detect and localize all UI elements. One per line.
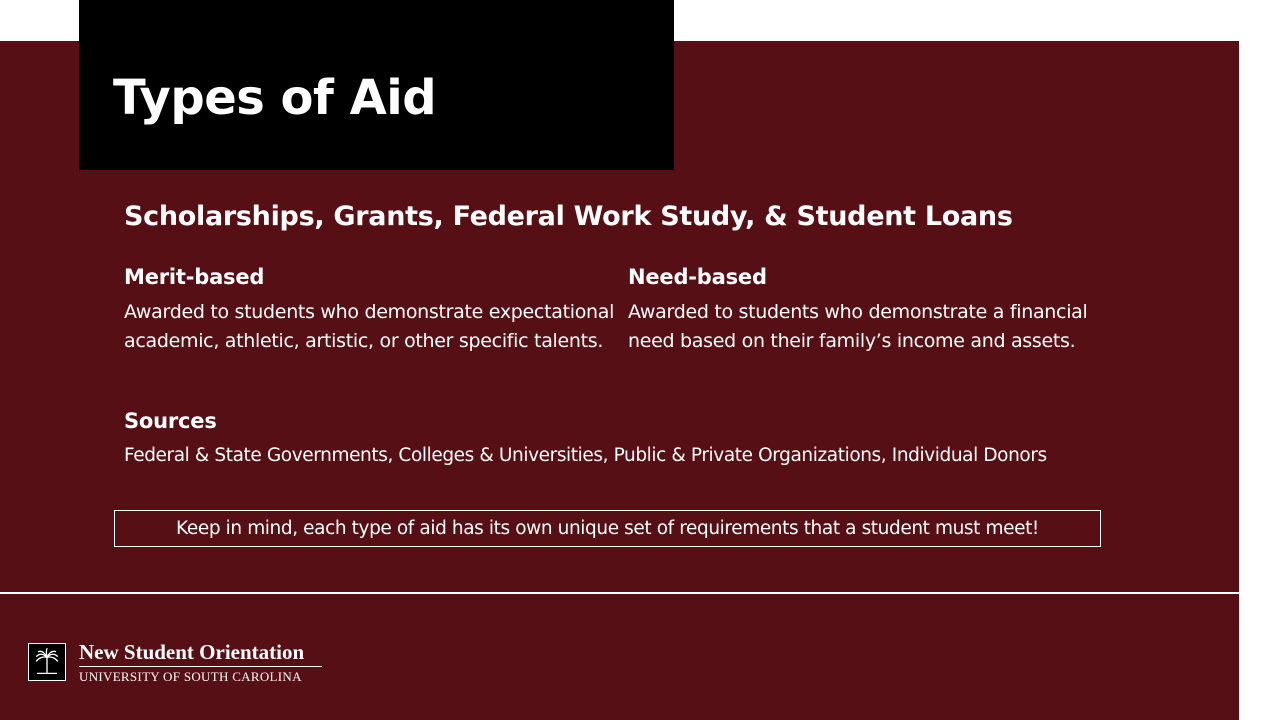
reminder-callout bbox=[114, 510, 1101, 547]
sources-description: Federal & State Governments, Colleges & Universities, Public & Private Organizations, Individual Donors bbox=[124, 445, 1047, 466]
sources-heading: Sources bbox=[124, 409, 217, 433]
slide-title: Types of Aid bbox=[113, 70, 437, 126]
palmetto-tree-icon bbox=[28, 643, 66, 681]
footer-divider bbox=[0, 592, 1239, 594]
merit-based-description: Awarded to students who demonstrate expectational academic, athletic, artistic, or other specific talents. bbox=[124, 301, 615, 352]
need-based-description: Awarded to students who demonstrate a financial need based on their family’s income and assets. bbox=[628, 301, 1088, 352]
university-name: UNIVERSITY OF SOUTH CAROLINA bbox=[79, 669, 302, 684]
need-based-heading: Need-based bbox=[628, 265, 767, 289]
program-name: New Student Orientation bbox=[79, 640, 305, 664]
logo-divider bbox=[79, 666, 322, 667]
reminder-text: Keep in mind, each type of aid has its own unique set of requirements that a student must meet! bbox=[176, 518, 1039, 539]
merit-based-heading: Merit-based bbox=[124, 265, 265, 289]
slide-subtitle: Scholarships, Grants, Federal Work Study, & Student Loans bbox=[124, 201, 1013, 232]
